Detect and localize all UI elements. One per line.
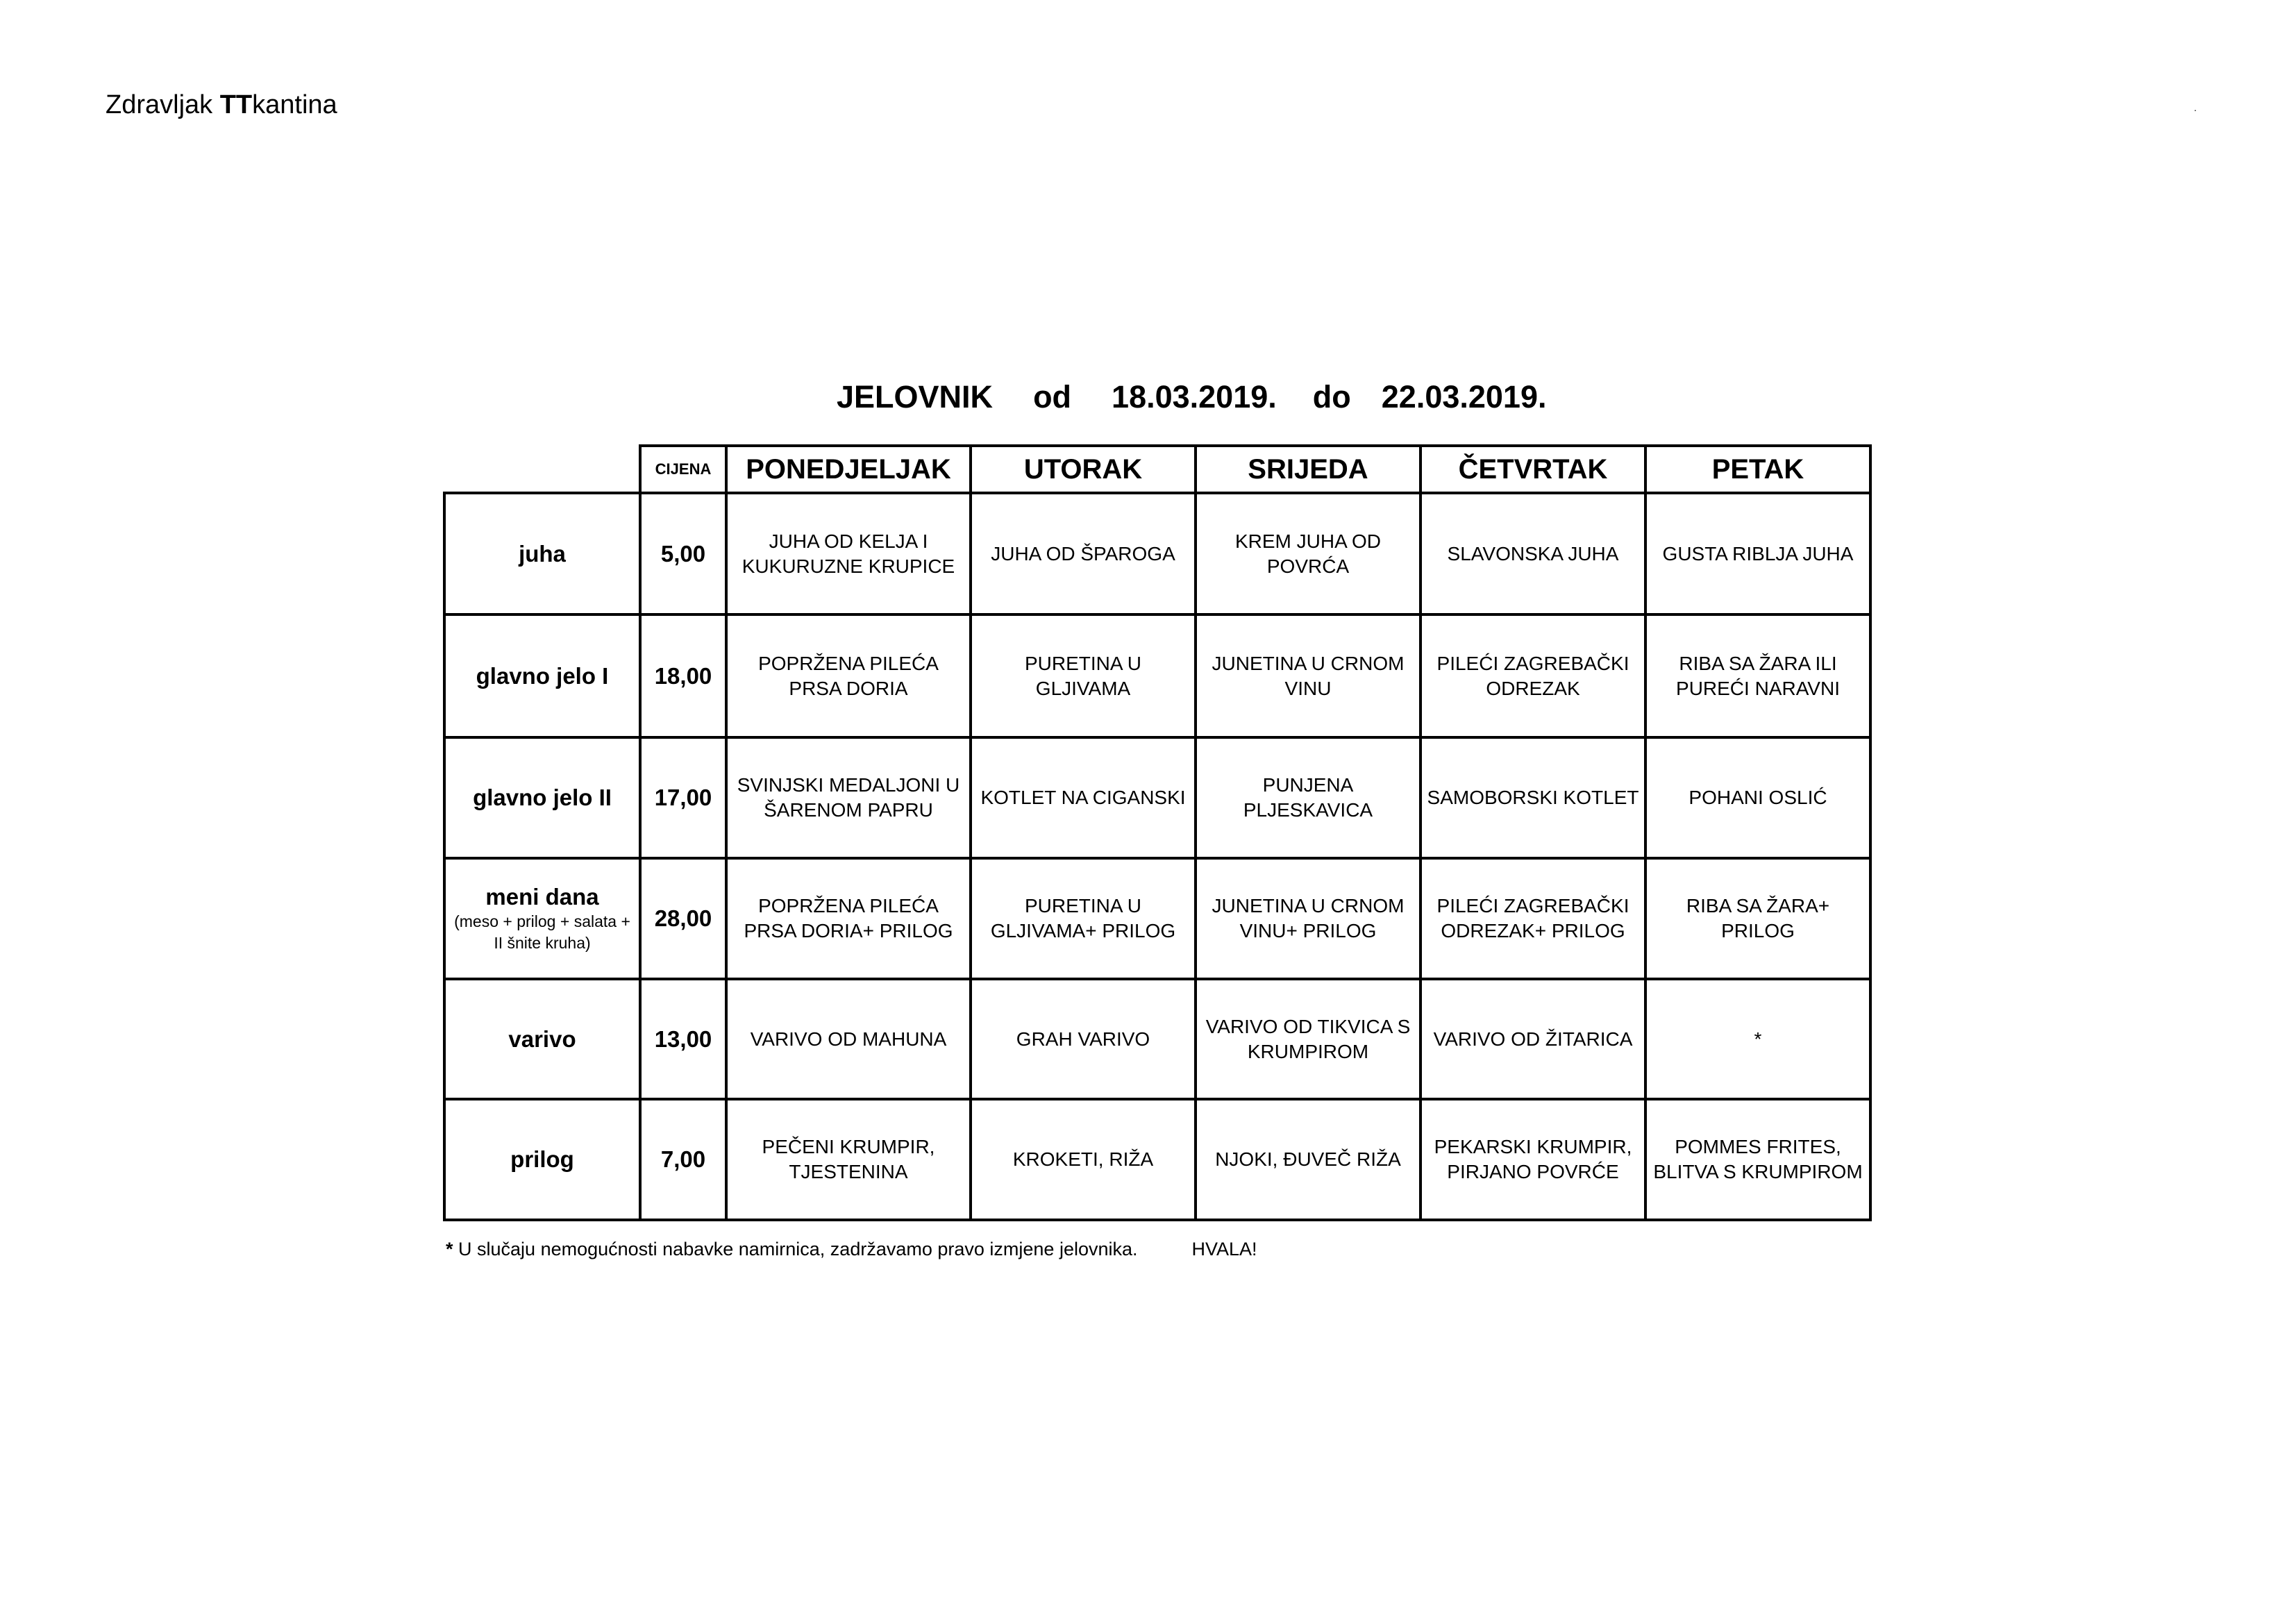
- dish-cell: GRAH VARIVO: [971, 979, 1196, 1099]
- corner-mark: .: [2194, 102, 2197, 113]
- footnote-text: U slučaju nemogućnosti nabavke namirnica, zadržavamo pravo izmjene jelovnika.: [453, 1239, 1138, 1259]
- corner-cell: [444, 446, 640, 493]
- row-category: [444, 614, 640, 737]
- menu-table: [443, 444, 1872, 1221]
- table-row: [444, 979, 1870, 1099]
- dish-cell: RIBA SA ŽARA+ PRILOG: [1645, 858, 1870, 979]
- menu-title: [819, 350, 1547, 415]
- row-category: [444, 979, 640, 1099]
- dish-cell: SLAVONSKA JUHA: [1421, 493, 1645, 614]
- category-label: meni dana: [485, 884, 599, 910]
- dish-cell: POPRŽENA PILEĆA PRSA DORIA: [726, 614, 971, 737]
- table-row: [444, 614, 1870, 737]
- dish-cell: JUNETINA U CRNOM VINU: [1196, 614, 1421, 737]
- dish-cell: PEČENI KRUMPIR, TJESTENINA: [726, 1099, 971, 1220]
- day-header-wednesday: SRIJEDA: [1196, 446, 1421, 493]
- category-note: (meso + prilog + salata + II šnite kruha): [454, 912, 630, 952]
- dish-cell: PILEĆI ZAGREBAČKI ODREZAK+ PRILOG: [1421, 858, 1645, 979]
- dish-cell: PURETINA U GLJIVAMA+ PRILOG: [971, 858, 1196, 979]
- brand-prefix: Zdravljak: [106, 90, 220, 119]
- table-row: [444, 737, 1870, 858]
- dish-cell: *: [1645, 979, 1870, 1099]
- dish-cell: POHANI OSLIĆ: [1645, 737, 1870, 858]
- row-category: [444, 858, 640, 979]
- dish-cell: RIBA SA ŽARA ILI PUREĆI NARAVNI: [1645, 614, 1870, 737]
- brand-tt: TT: [219, 90, 253, 119]
- brand-header: [106, 92, 337, 118]
- row-price: 13,00: [640, 979, 726, 1099]
- dish-cell: VARIVO OD MAHUNA: [726, 979, 971, 1099]
- dish-cell: SVINJSKI MEDALJONI U ŠARENOM PAPRU: [726, 737, 971, 858]
- dish-cell: JUHA OD ŠPAROGA: [971, 493, 1196, 614]
- row-price: 18,00: [640, 614, 726, 737]
- dish-cell: SAMOBORSKI KOTLET: [1421, 737, 1645, 858]
- row-price: 28,00: [640, 858, 726, 979]
- dish-cell: GUSTA RIBLJA JUHA: [1645, 493, 1870, 614]
- row-category: [444, 1099, 640, 1220]
- category-label: prilog: [510, 1146, 574, 1173]
- dish-cell: PEKARSKI KRUMPIR, PIRJANO POVRĆE: [1421, 1099, 1645, 1220]
- dish-cell: JUHA OD KELJA I KUKURUZNE KRUPICE: [726, 493, 971, 614]
- dish-cell: JUNETINA U CRNOM VINU+ PRILOG: [1196, 858, 1421, 979]
- dish-cell: VARIVO OD ŽITARICA: [1421, 979, 1645, 1099]
- footnote: [446, 1240, 1257, 1259]
- row-price: 7,00: [640, 1099, 726, 1220]
- table-row: [444, 1099, 1870, 1220]
- category-label: varivo: [508, 1026, 576, 1052]
- price-column-header: CIJENA: [640, 446, 726, 493]
- dish-cell: VARIVO OD TIKVICA S KRUMPIROM: [1196, 979, 1421, 1099]
- dish-cell: PUNJENA PLJESKAVICA: [1196, 737, 1421, 858]
- title-from-label: od: [1033, 379, 1072, 415]
- day-header-tuesday: UTORAK: [971, 446, 1196, 493]
- day-header-monday: PONEDJELJAK: [726, 446, 971, 493]
- day-header-friday: PETAK: [1645, 446, 1870, 493]
- row-price: 17,00: [640, 737, 726, 858]
- row-category: [444, 493, 640, 614]
- table-row: [444, 858, 1870, 979]
- dish-cell: PURETINA U GLJIVAMA: [971, 614, 1196, 737]
- category-label: glavno jelo I: [476, 662, 609, 689]
- title-to-date: 22.03.2019.: [1381, 379, 1547, 415]
- row-category: [444, 737, 640, 858]
- dish-cell: POMMES FRITES, BLITVA S KRUMPIROM: [1645, 1099, 1870, 1220]
- title-from-date: 18.03.2019.: [1112, 379, 1277, 415]
- footnote-thanks: HVALA!: [1191, 1239, 1257, 1259]
- dish-cell: NJOKI, ĐUVEČ RIŽA: [1196, 1099, 1421, 1220]
- dish-cell: KROKETI, RIŽA: [971, 1099, 1196, 1220]
- table-row: [444, 493, 1870, 614]
- row-price: 5,00: [640, 493, 726, 614]
- dish-cell: KOTLET NA CIGANSKI: [971, 737, 1196, 858]
- category-label: glavno jelo II: [473, 785, 612, 811]
- table-header-row: [444, 446, 1870, 493]
- category-label: juha: [519, 540, 566, 567]
- day-header-thursday: ČETVRTAK: [1421, 446, 1645, 493]
- footnote-star: *: [446, 1239, 453, 1259]
- dish-cell: KREM JUHA OD POVRĆA: [1196, 493, 1421, 614]
- title-to-label: do: [1312, 379, 1351, 415]
- dish-cell: POPRŽENA PILEĆA PRSA DORIA+ PRILOG: [726, 858, 971, 979]
- brand-suffix: kantina: [252, 90, 337, 119]
- title-word: JELOVNIK: [837, 379, 994, 415]
- dish-cell: PILEĆI ZAGREBAČKI ODREZAK: [1421, 614, 1645, 737]
